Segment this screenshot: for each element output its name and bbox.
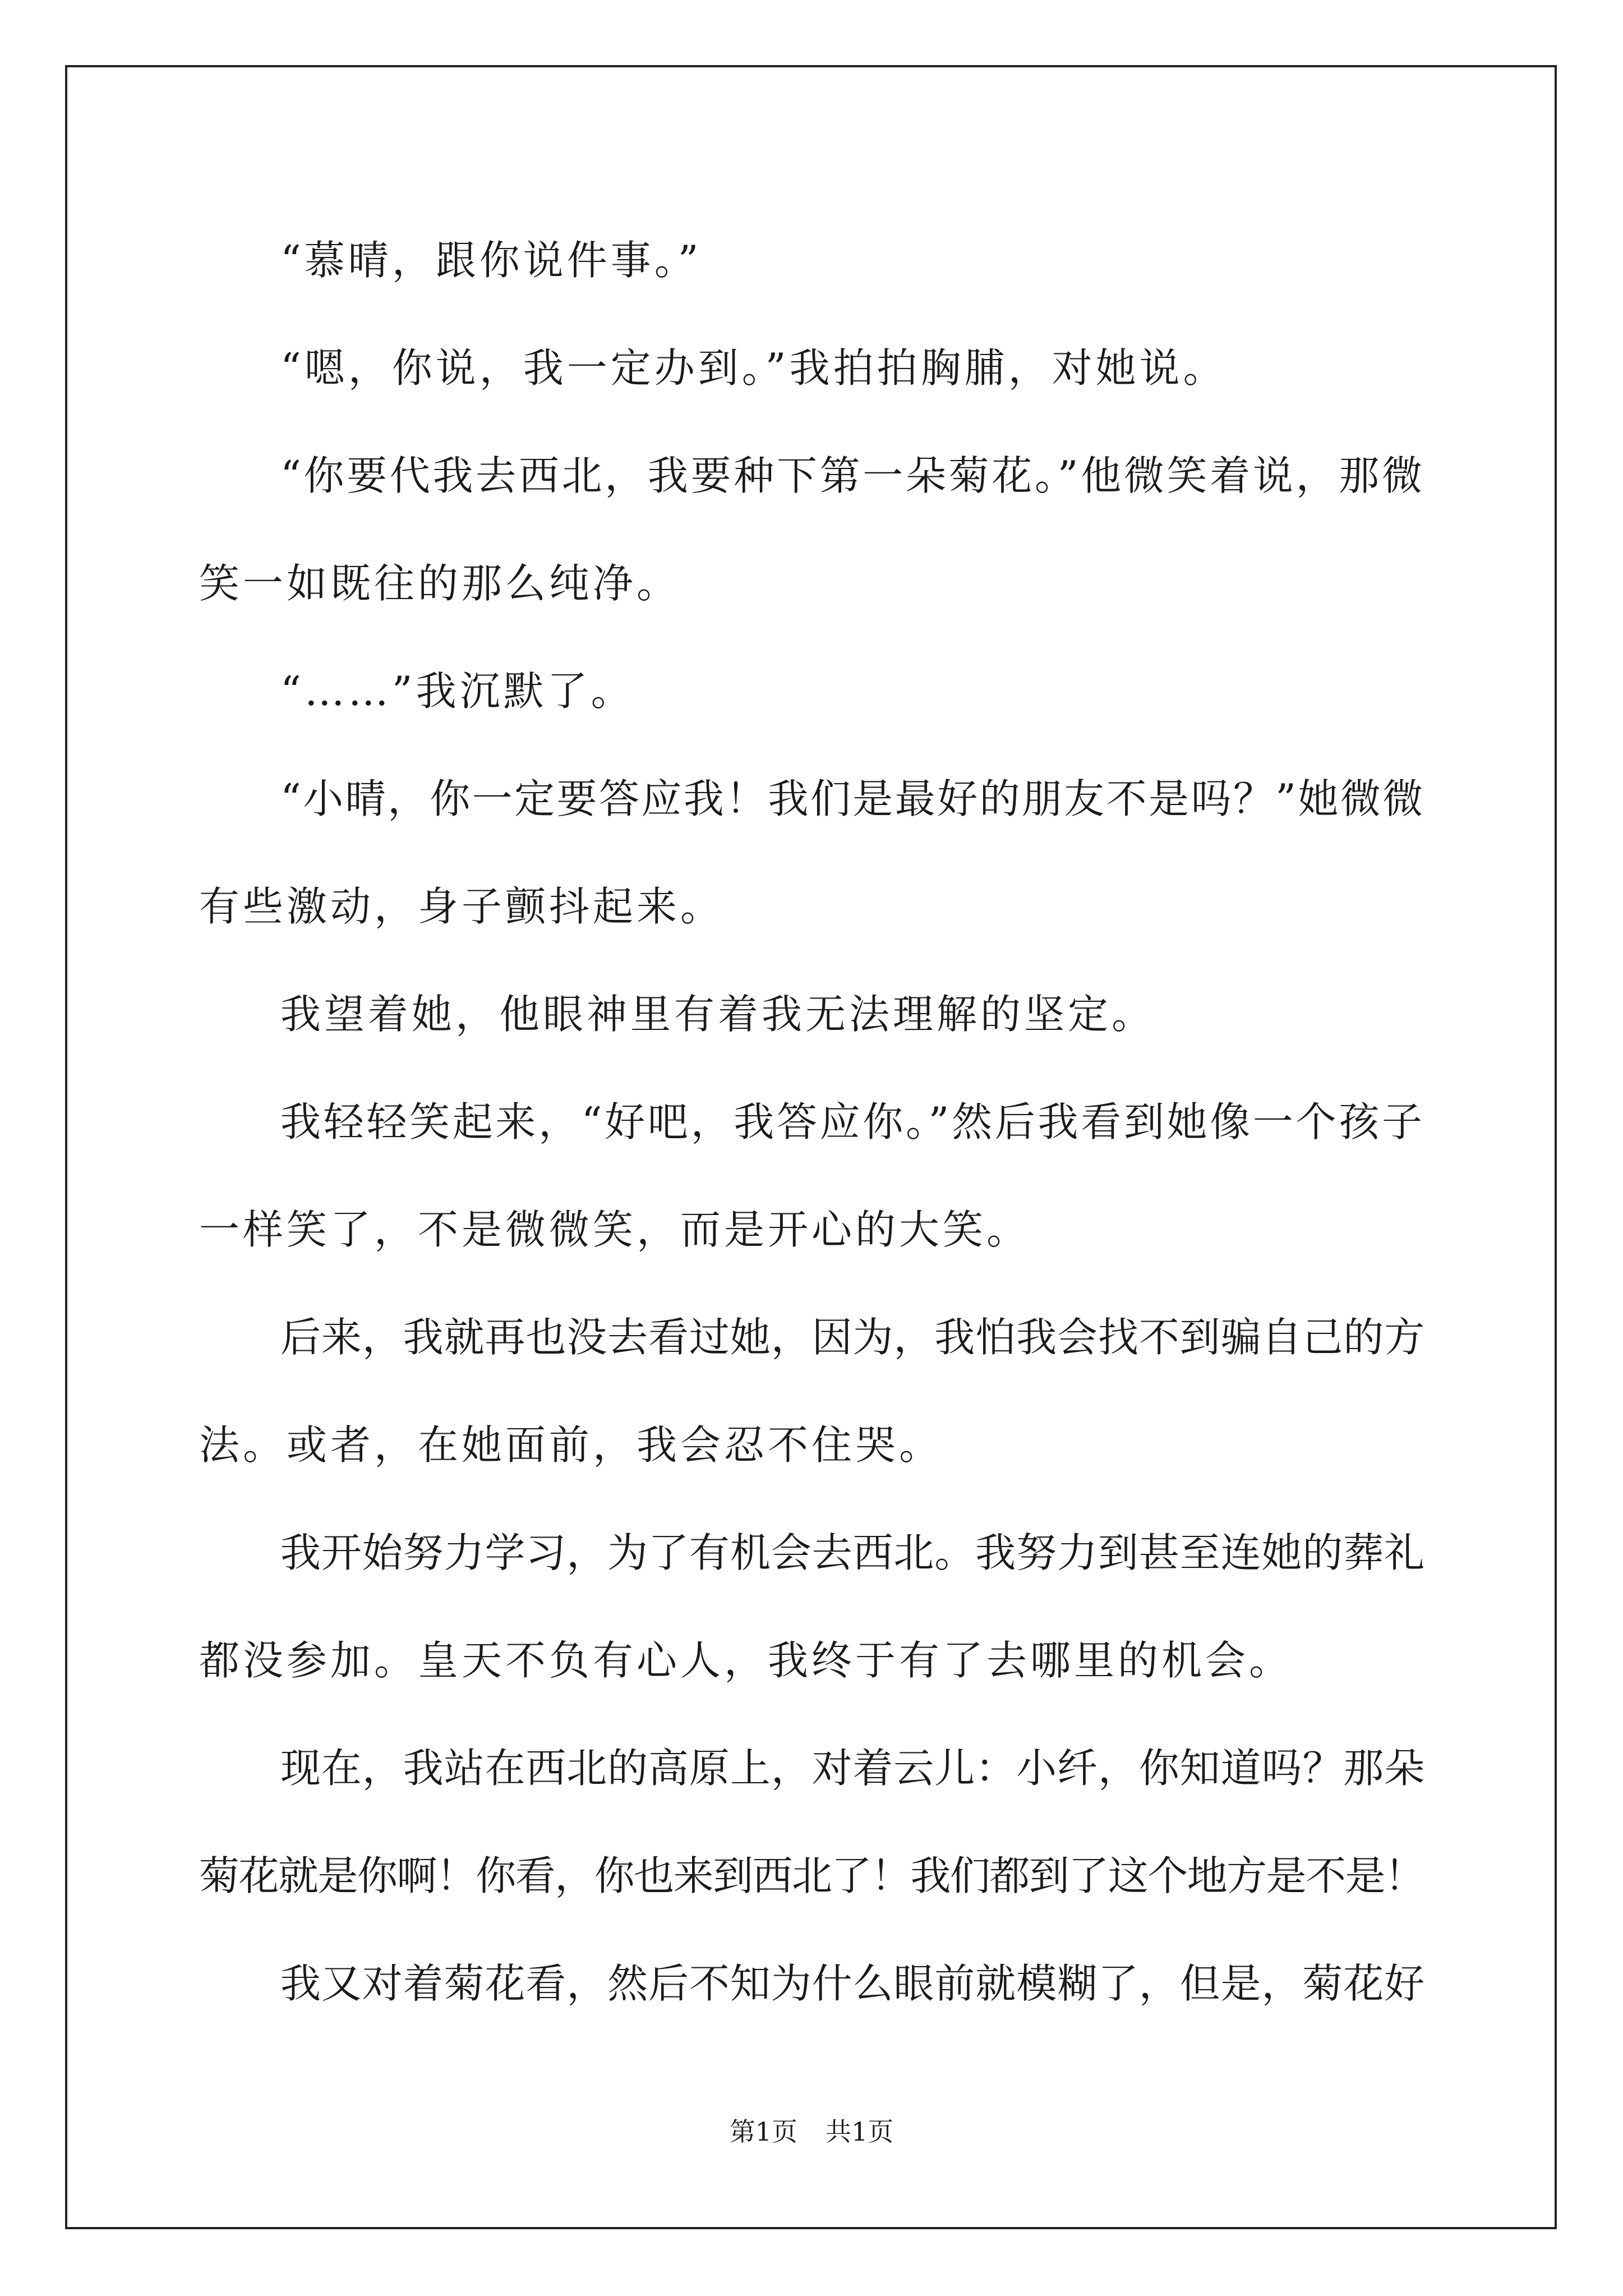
paragraph-8: [199, 1283, 1433, 1499]
paragraph-line: 我望着她，他眼神里有着我无法理解的坚定。: [280, 991, 1156, 1038]
paragraph-line: “小晴，你一定要答应我！我们是最好的朋友不是吗？”她微微: [280, 775, 1425, 822]
paragraph-line: 现在，我站在西北的高原上，对着云儿：小纤，你知道吗？那朵: [280, 1745, 1426, 1792]
paragraph-line: “慕晴，跟你说件事。”: [280, 237, 702, 284]
paragraph-line: 菊花就是你啊！你看，你也来到西北了！我们都到了这个地方是不是！: [199, 1852, 1424, 1899]
page-footer: [0, 2115, 1623, 2148]
paragraph-line: 法。或者，在她面前，我会忍不住哭。: [199, 1421, 943, 1469]
paragraph-line: 一样笑了，不是微微笑，而是开心的大笑。: [199, 1206, 1031, 1253]
paragraph-1: [199, 206, 1433, 314]
paragraph-line: 我又对着菊花看，然后不知为什么眼前就模糊了，但是，菊花好: [280, 1960, 1426, 2007]
paragraph-6: [199, 960, 1433, 1068]
paragraph-3: [199, 422, 1433, 637]
paragraph-line: “嗯，你说，我一定办到。”我拍拍胸脯，对她说。: [280, 344, 1227, 392]
paragraph-line: 笑一如既往的那么纯净。: [199, 560, 681, 607]
paragraph-line: 我开始努力学习，为了有机会去西北。我努力到甚至连她的葬礼: [280, 1529, 1426, 1576]
paragraph-line: “你要代我去西北，我要种下第一朵菊花。”他微笑着说，那微: [280, 452, 1425, 499]
paragraph-11: [199, 1930, 1433, 2037]
paragraph-line: 有些激动，身子颤抖起来。: [199, 883, 725, 930]
document-body: [199, 206, 1433, 2037]
paragraph-5: [199, 745, 1433, 960]
paragraph-2: [199, 314, 1433, 422]
paragraph-7: [199, 1068, 1433, 1283]
paragraph-10: [199, 1714, 1433, 1930]
paragraph-line: 我轻轻笑起来，“好吧，我答应你。”然后我看到她像一个孩子: [280, 1098, 1425, 1145]
paragraph-line: 后来，我就再也没去看过她，因为，我怕我会找不到骗自己的方: [280, 1314, 1426, 1361]
paragraph-line: “……”我沉默了。: [280, 668, 635, 715]
page-number: 第1页: [729, 2116, 797, 2147]
page-total: 共1页: [826, 2116, 894, 2147]
paragraph-line: 都没参加。皇天不负有心人，我终于有了去哪里的机会。: [199, 1637, 1293, 1684]
paragraph-4: [199, 637, 1433, 745]
paragraph-9: [199, 1499, 1433, 1714]
